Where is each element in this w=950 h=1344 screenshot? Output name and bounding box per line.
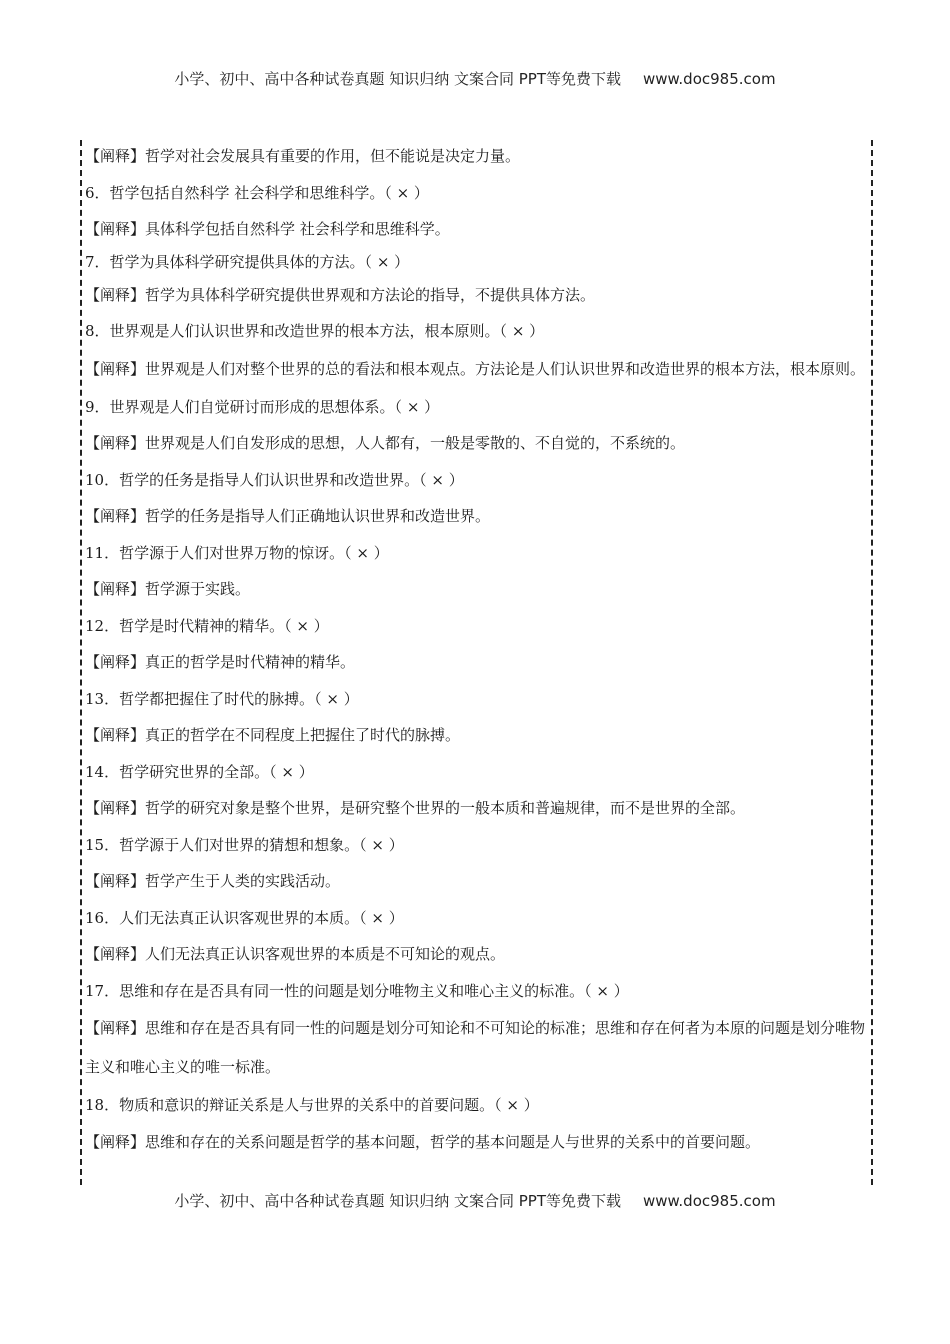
question-line: 7．哲学为具体科学研究提供具体的方法。（ × ） <box>85 252 410 271</box>
explanation-line: 【阐释】思维和存在的关系问题是哲学的基本问题，哲学的基本问题是人与世界的关系中的首要问题。 <box>85 1132 761 1151</box>
footer-text: 小学、初中、高中各种试卷真题 知识归纳 文案合同 PPT等免费下载 <box>174 1192 621 1210</box>
question-line: 15．哲学源于人们对世界的猜想和想象。（ × ） <box>85 835 404 854</box>
explanation-line: 【阐释】世界观是人们自发形成的思想，人人都有，一般是零散的、不自觉的，不系统的。 <box>85 434 686 452</box>
explanation-line: 【阐释】哲学源于实践。 <box>85 580 251 598</box>
page-footer <box>0 1190 950 1211</box>
explanation-line: 【阐释】思维和存在是否具有同一性的问题是划分可知论和不可知论的标准；思维和存在何者为本原的问题是划分唯物主义和唯心主义的唯一标准。 <box>85 1019 866 1076</box>
question-line: 16．人们无法真正认识客观世界的本质。（ × ） <box>85 908 404 927</box>
explanation-line: 【阐释】哲学的任务是指导人们正确地认识世界和改造世界。 <box>85 507 491 525</box>
explanation-line: 【阐释】哲学产生于人类的实践活动。 <box>85 872 341 890</box>
header-site-link[interactable]: www.doc985.com <box>642 70 776 88</box>
explanation-line: 【阐释】真正的哲学是时代精神的精华。 <box>85 653 356 671</box>
question-line: 14．哲学研究世界的全部。（ × ） <box>85 762 314 781</box>
question-line: 12．哲学是时代精神的精华。（ × ） <box>85 616 329 635</box>
explanation-line: 【阐释】具体科学包括自然科学 社会科学和思维科学。 <box>85 220 450 238</box>
left-dashed-border <box>80 140 82 1185</box>
footer-site-link[interactable]: www.doc985.com <box>642 1192 776 1210</box>
question-line: 18．物质和意识的辩证关系是人与世界的关系中的首要问题。（ × ） <box>85 1096 539 1114</box>
right-dashed-border <box>871 140 873 1185</box>
header-text: 小学、初中、高中各种试卷真题 知识归纳 文案合同 PPT等免费下载 <box>174 70 621 88</box>
explanation-line: 【阐释】哲学的研究对象是整个世界，是研究整个世界的一般本质和普遍规律，而不是世界的全部。 <box>85 799 746 817</box>
question-line: 13．哲学都把握住了时代的脉搏。（ × ） <box>85 689 359 708</box>
explanation-line: 【阐释】世界观是人们对整个世界的总的看法和根本观点。方法论是人们认识世界和改造世界的根本方法，根本原则。 <box>85 359 866 378</box>
explanation-line: 【阐释】真正的哲学在不同程度上把握住了时代的脉搏。 <box>85 726 461 744</box>
question-line: 17．思维和存在是否具有同一性的问题是划分唯物主义和唯心主义的标准。（ × ） <box>85 981 629 1000</box>
question-line: 11．哲学源于人们对世界万物的惊讶。（ × ） <box>85 543 389 562</box>
explanation-line: 【阐释】哲学对社会发展具有重要的作用，但不能说是决定力量。 <box>85 147 521 165</box>
explanation-line: 【阐释】人们无法真正认识客观世界的本质是不可知论的观点。 <box>85 945 506 963</box>
question-line: 6．哲学包括自然科学 社会科学和思维科学。（ × ） <box>85 183 429 202</box>
explanation-line: 【阐释】哲学为具体科学研究提供世界观和方法论的指导，不提供具体方法。 <box>85 285 596 304</box>
question-line: 9．世界观是人们自觉研讨而形成的思想体系。（ × ） <box>85 397 440 416</box>
question-line: 8．世界观是人们认识世界和改造世界的根本方法，根本原则。（ × ） <box>85 322 545 340</box>
document-body <box>85 138 867 1160</box>
question-line: 10．哲学的任务是指导人们认识世界和改造世界。（ × ） <box>85 470 464 489</box>
page-header <box>0 68 950 89</box>
